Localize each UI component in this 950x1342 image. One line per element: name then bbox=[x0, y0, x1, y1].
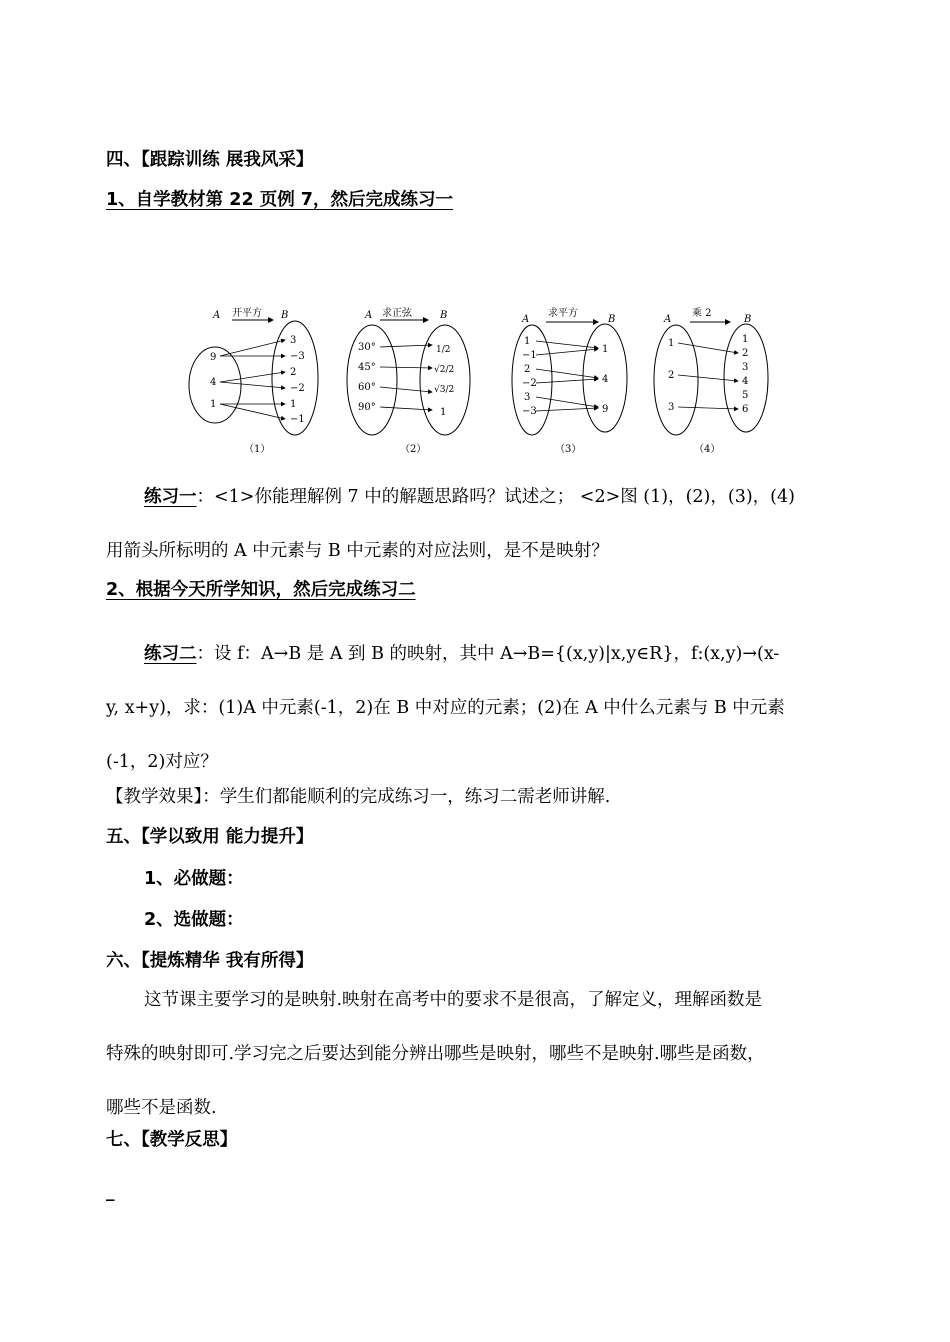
exercise-1-label: 练习一 bbox=[144, 487, 197, 507]
b-item: 4 bbox=[742, 376, 749, 387]
set-b-label: B bbox=[440, 310, 448, 321]
b-item: −1 bbox=[290, 414, 305, 425]
b-item: 1 bbox=[602, 344, 609, 355]
set-b-label: B bbox=[608, 314, 616, 325]
rule-label: 乘 2 bbox=[692, 308, 712, 319]
diagram-caption: （3） bbox=[555, 444, 582, 455]
section-5-item-1: 1、必做题： bbox=[144, 869, 244, 889]
section-7-heading: 七、【教学反思】 bbox=[106, 1130, 238, 1150]
exercise-2-text-end: (-1，2)对应？ bbox=[106, 752, 218, 772]
exercise-2-text-cont: y, x+y)，求：(1)A 中元素(-1，2)在 B 中对应的元素；(2)在 A 中什么元素与 B 中元素 bbox=[106, 698, 785, 718]
exercise-1 bbox=[106, 470, 844, 578]
b-item: 1/2 bbox=[436, 345, 451, 355]
diagram-3 bbox=[512, 306, 627, 455]
section-6-heading: 六、【提炼精华 我有所得】 bbox=[106, 951, 314, 971]
b-item: 6 bbox=[742, 404, 749, 415]
diagram-2 bbox=[347, 306, 470, 455]
mapping-diagrams bbox=[180, 300, 780, 465]
b-item: √3/2 bbox=[434, 385, 455, 395]
a-item: 2 bbox=[668, 370, 675, 381]
section-6-text-cont: 特殊的映射即可.学习完之后要达到能分辨出哪些是映射，哪些不是映射.哪些是函数， bbox=[106, 1044, 765, 1064]
diagram-4 bbox=[654, 306, 768, 455]
set-a-label: A bbox=[213, 310, 221, 321]
b-item: 2 bbox=[742, 348, 749, 359]
section-4-item-2: 2、根据今天所学知识，然后完成练习二 bbox=[106, 580, 416, 600]
diagram-caption: （1） bbox=[244, 444, 271, 455]
a-item: −2 bbox=[522, 378, 537, 389]
set-b-label: B bbox=[281, 310, 289, 321]
b-item: 1 bbox=[742, 334, 749, 345]
set-a-label: A bbox=[664, 314, 672, 325]
a-item: 9 bbox=[210, 352, 217, 363]
rule-label: 开平方 bbox=[232, 308, 262, 319]
a-item: −3 bbox=[522, 406, 537, 417]
diagram-1 bbox=[189, 306, 318, 455]
a-item: 1 bbox=[668, 338, 675, 349]
section-5-heading: 五、【学以致用 能力提升】 bbox=[106, 827, 314, 847]
b-item: 9 bbox=[602, 404, 609, 415]
a-item: −1 bbox=[522, 350, 537, 361]
exercise-2 bbox=[106, 627, 844, 789]
section-6-text: 这节课主要学习的是映射.映射在高考中的要求不是很高，了解定义，理解函数是 bbox=[144, 990, 763, 1010]
diagram-caption: （4） bbox=[694, 444, 721, 455]
a-item: 90° bbox=[358, 402, 376, 413]
set-b-label: B bbox=[744, 314, 752, 325]
set-a-label: A bbox=[522, 314, 530, 325]
a-item: 45° bbox=[358, 362, 376, 373]
section-6-body bbox=[106, 973, 844, 1135]
trailing-dash: _ bbox=[106, 1182, 115, 1202]
a-item: 3 bbox=[668, 402, 675, 413]
a-item: 3 bbox=[524, 392, 531, 403]
exercise-2-label: 练习二 bbox=[144, 644, 197, 664]
a-item: 2 bbox=[524, 364, 531, 375]
exercise-2-text: ：设 f：A→B 是 A 到 B 的映射，其中 A→B={(x,y)|x,y∈R}，f:(x,y)→(x- bbox=[196, 644, 780, 664]
exercise-1-text-cont: 用箭头所标明的 A 中元素与 B 中元素的对应法则，是不是映射？ bbox=[106, 541, 609, 561]
diagram-caption: （2） bbox=[400, 444, 427, 455]
b-item: 1 bbox=[440, 407, 447, 418]
a-item: 1 bbox=[524, 336, 531, 347]
set-a-label: A bbox=[365, 310, 373, 321]
b-item: 2 bbox=[290, 367, 297, 378]
b-item: 1 bbox=[290, 399, 297, 410]
section-4-heading: 四、【跟踪训练 展我风采】 bbox=[106, 150, 314, 170]
a-item: 1 bbox=[210, 399, 217, 410]
teaching-effect: 【教学效果】：学生们都能顺利的完成练习一，练习二需老师讲解. bbox=[106, 787, 611, 807]
section-4-item-1: 1、自学教材第 22 页例 7，然后完成练习一 bbox=[106, 190, 453, 210]
rule-label: 求正弦 bbox=[382, 308, 412, 319]
a-item: 30° bbox=[358, 342, 376, 353]
b-item: −2 bbox=[290, 383, 305, 394]
b-item: 4 bbox=[602, 374, 609, 385]
b-item: √2/2 bbox=[434, 365, 455, 375]
section-6-text-end: 哪些不是函数. bbox=[106, 1098, 217, 1118]
a-item: 4 bbox=[210, 377, 217, 388]
exercise-1-text: ：<1>你能理解例 7 中的解题思路吗？试述之； <2>图 (1)，(2)，(3)，(4) bbox=[196, 487, 795, 507]
a-item: 60° bbox=[358, 382, 376, 393]
b-item: −3 bbox=[290, 351, 305, 362]
b-item: 3 bbox=[290, 335, 297, 346]
section-5-item-2: 2、选做题： bbox=[144, 910, 244, 930]
b-item: 5 bbox=[742, 390, 749, 401]
b-item: 3 bbox=[742, 362, 749, 373]
rule-label: 求平方 bbox=[548, 308, 578, 319]
